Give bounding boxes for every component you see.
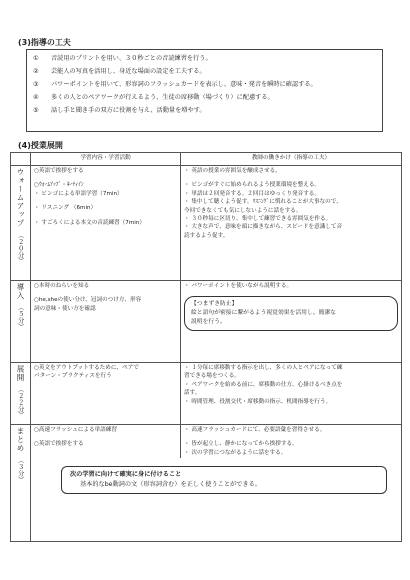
teacher-cell: ・ １分毎に席移動する指示を出し、多くの人とペアになって練 習できる場をつくる。 ・ ペアワークを始める前に、席移動の仕方、心掛けるべき点を 話す。 ・ 時間管理、役割交代・席移動の指示、机間指導を行う。 bbox=[181, 363, 402, 425]
table-row bbox=[11, 281, 402, 363]
teacher-cell: ・ 高速フラッシュカードにて、必要語彙を習得させる。 ・ 皆が起立し、静かになってから挨拶する。 ・ 次の学習につながるように話をする。 bbox=[184, 427, 326, 456]
stage-cell bbox=[11, 281, 31, 363]
stage-cell bbox=[11, 425, 31, 542]
tip-callout: 【つまずき防止】 絵と語句が密接に繋がるよう視覚効果を活用し、簡潔な 説明を行う。 bbox=[184, 296, 398, 331]
teacher-cell: ・ パワーポイントを使いながら説明する。 【つまずき防止】 絵と語句が密接に繋がるよう視覚効果を活用し、簡潔な 説明を行う。 bbox=[181, 281, 402, 363]
guidance-item: ③ パワーポイントを用いて、形容詞のフラッシュカードを表示し、意味・発音を瞬時に確認する。 bbox=[33, 81, 317, 88]
guidance-item: ② 芸能人の写真を活用し、身近な場面の設定を工夫する。 bbox=[33, 68, 206, 75]
section4-title: (4)授業展開 bbox=[18, 141, 63, 150]
goal-box: 次の学習に向けて確実に身に付けること 基本的なbe動詞の文（形容詞含む）を正しく使うことができる。 bbox=[61, 466, 387, 494]
stage-minutes: （５分） bbox=[16, 304, 25, 330]
guidance-item: ① 音読用のプリントを用い、３０秒ごとの音読練習を行う。 bbox=[33, 55, 212, 62]
guidance-box bbox=[26, 49, 383, 132]
stage-header bbox=[11, 153, 31, 166]
guidance-item: ④ 多くの人とのペアワークが行えるよう、生徒の席移動（場づくり）に配慮する。 bbox=[33, 94, 274, 101]
stage-label: ウォームアップ bbox=[16, 168, 25, 228]
section3-title: (3)指導の工夫 bbox=[18, 38, 71, 47]
content-cell: ○高速フラッシュによる単語練習 ○英語で挨拶をする bbox=[31, 425, 181, 458]
teacher-cell: ・ 英語の授業の雰囲気を醸成させる。 ・ ビンゴがすぐに始められるよう授業環境を整える。 ・ 単語は２回発音する。２回目はゆっくり発音する。 ・ 集中して聴くよう促す。ﾘｽﾆﾝｸﾞに慣れることが大事なので、 今回できなくても気にしないように話をする。 ・ ３０秒毎に区切り、集中して練習できる雰囲気を作る。 ・ 大きな声で、意味を頭に描きながら、スピードを意識して音 読するよう促す。 bbox=[181, 166, 402, 281]
table-header-row bbox=[11, 153, 402, 166]
stage-label: 導入 bbox=[16, 283, 25, 300]
content-cell: ○本時のねらいを知る ○he,sheの使い分け、冠詞のつけ方、形容 詞の意味・使い方を確認 bbox=[31, 281, 181, 363]
stage-minutes: （２０分） bbox=[16, 231, 25, 264]
guidance-item: ⑤ 話し手と聞き手の双方に役割を与え、活動量を増やす。 bbox=[33, 107, 206, 114]
summary-cell bbox=[31, 425, 402, 542]
stage-label: まとめ bbox=[16, 427, 25, 453]
stage-minutes: （３分） bbox=[16, 456, 25, 483]
stage-cell bbox=[11, 166, 31, 281]
teacher-header: 教師の働きかけ（指導の工夫） bbox=[181, 153, 402, 166]
content-cell: ○英語で挨拶をする ○ｳｫｰﾑｱｯﾌﾟ・ｷｰﾃｨｲﾝ ・ ビンゴによる単語学習（7min） ・ リスニング （6min） ・ すごろくによる本文の音読練習（7min） bbox=[31, 166, 181, 281]
table-row bbox=[11, 166, 402, 281]
table-row bbox=[11, 363, 402, 425]
lesson-plan-table bbox=[10, 152, 402, 542]
content-header: 学習内容・学習活動 bbox=[31, 153, 181, 166]
stage-label: 展開 bbox=[16, 365, 25, 382]
stage-cell bbox=[11, 363, 31, 425]
content-cell: ○英文をアウトプットするために、ペアで パターン・プラクティスを行う bbox=[31, 363, 181, 425]
table-row bbox=[11, 425, 402, 542]
stage-minutes: （２２分） bbox=[16, 386, 25, 418]
